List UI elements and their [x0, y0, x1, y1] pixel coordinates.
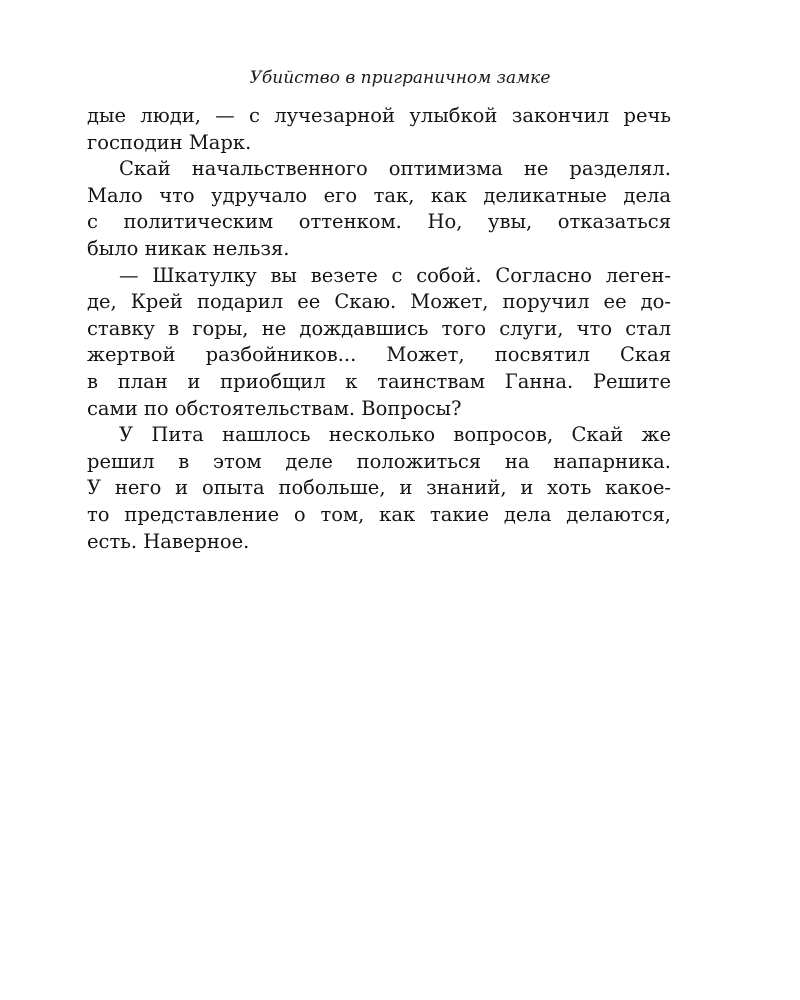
text-line: дые люди, — с лучезарной улыбкой закончил речь: [87, 104, 671, 127]
body-text: [87, 103, 671, 555]
text-line: есть. Наверное.: [87, 529, 250, 553]
text-line: было никак нельзя.: [87, 236, 290, 260]
text-line: Скай начальственного оптимизма не разделял.: [119, 157, 671, 181]
text-line: сами по обстоятельствам. Вопросы?: [87, 396, 462, 420]
text-line: У Пита нашлось несколько вопросов, Скай же: [119, 423, 671, 447]
text-line: господин Марк.: [87, 130, 252, 154]
text-line: У него и опыта побольше, и знаний, и хоть какое-: [87, 476, 671, 500]
text-line: решил в этом деле положиться на напарника.: [87, 449, 671, 473]
text-line: ставку в горы, не дождавшись того слуги, что стал: [87, 316, 671, 340]
text-line: в план и приобщил к таинствам Ганна. Решите: [87, 369, 671, 393]
text-line: то представление о том, как такие дела делаются,: [87, 502, 671, 526]
text-line: — Шкатулку вы везете с собой. Согласно леген-: [119, 263, 671, 287]
text-line: с политическим оттенком. Но, увы, отказаться: [87, 210, 671, 234]
text-line: жертвой разбойников... Может, посвятил Ская: [87, 343, 671, 367]
text-line: де, Крей подарил ее Скаю. Может, поручил ее до-: [87, 290, 671, 314]
running-head: Убийство в приграничном замке: [249, 68, 551, 88]
text-line: Мало что удручало его так, как деликатные дела: [87, 183, 671, 207]
